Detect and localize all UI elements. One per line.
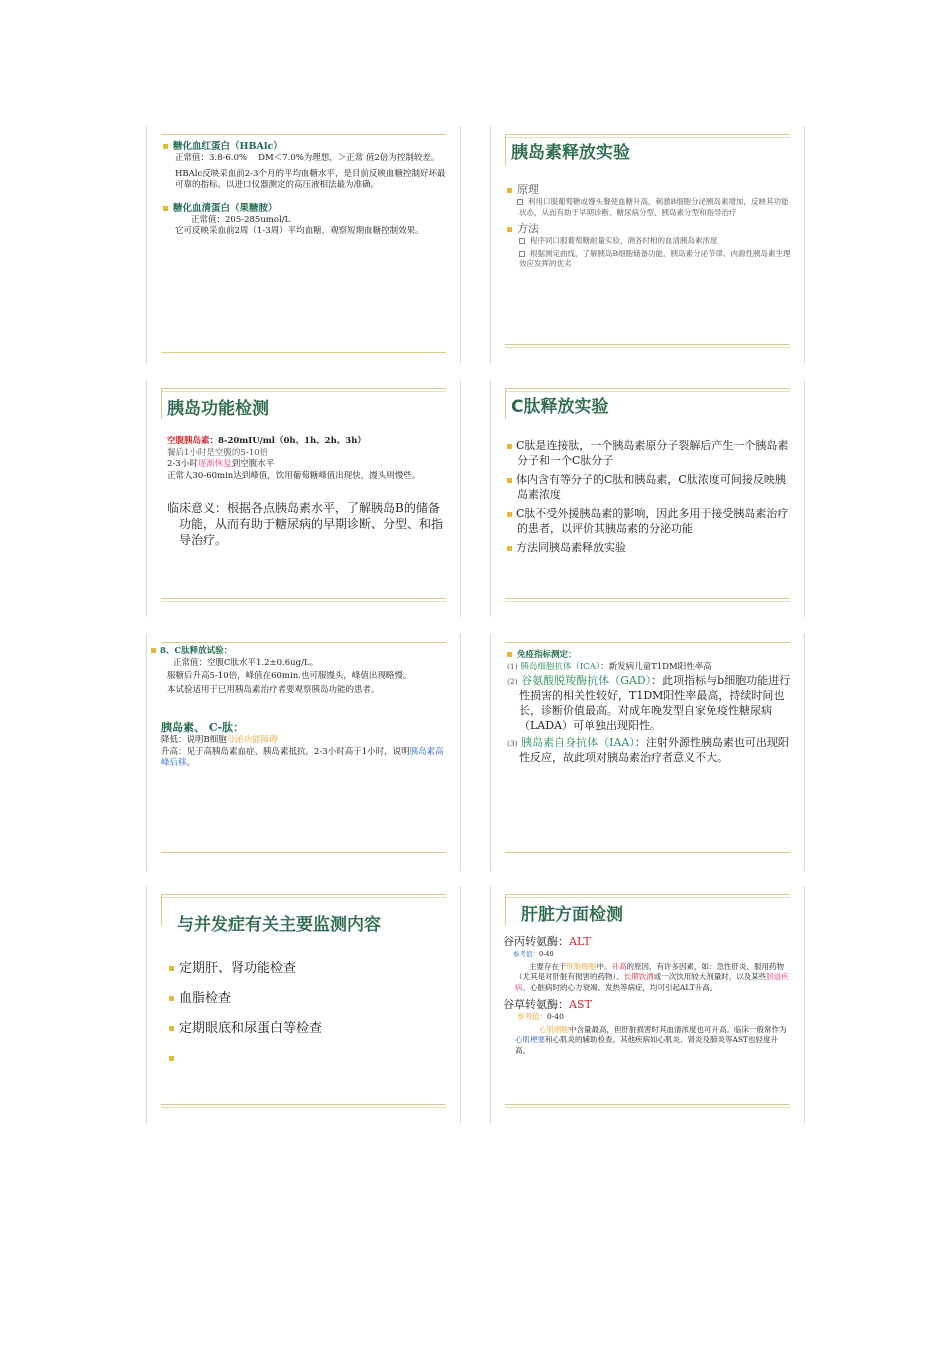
desc-highlight: 肝脏细胞	[566, 961, 597, 971]
bullet-item	[169, 990, 448, 1008]
slide-content	[503, 934, 792, 1056]
text-increase	[151, 747, 448, 770]
sub-bullet-icon	[519, 238, 525, 244]
slide-border-top	[161, 134, 446, 135]
recovery-text: 到空腹水平	[231, 459, 275, 469]
slide-border-top	[505, 134, 790, 135]
text-alt-desc	[503, 962, 792, 994]
iaa-text: ：注射外源性胰岛素也可出现阳性反应，故此项对胰岛素治疗者意义不大。	[519, 736, 789, 764]
slide-border-top-inner	[161, 897, 446, 898]
bullet-icon	[507, 188, 512, 193]
text-postmeal: 餐后1小时是空腹的5-10倍	[167, 447, 269, 458]
bullet-text: 方法同胰岛素释放实验	[516, 541, 626, 554]
gad-text: ：此项指标与b细胞功能进行性损害的相关性较好，T1DM阳性率最高，持续时间也长，诊断价值最高。对成年晚发型自家免疫性糖尿病（LADA）可单独出现阳性。	[519, 674, 791, 732]
increase-highlight: 胰岛素高峰后移	[161, 746, 444, 768]
bullet-empty	[169, 1050, 448, 1068]
bullet-item	[169, 960, 448, 978]
bullet-icon	[169, 966, 174, 971]
slide-border-bottom-inner	[505, 1107, 790, 1108]
bullet-text: 血脂检查	[179, 991, 232, 1006]
bullet-item	[507, 438, 792, 468]
decrease-highlight: 分泌功能障碍	[226, 735, 278, 745]
slide-border-bottom	[505, 598, 790, 599]
reference-value: 0-40	[547, 1012, 564, 1021]
desc-highlight: 胆道疾病	[515, 972, 789, 992]
sub-bullet-text: 程序同口服葡萄糖耐量实验，测各时相的血清胰岛素浓度	[530, 236, 718, 245]
slide-c-peptide-release	[490, 380, 805, 617]
slide-border-bottom	[161, 598, 446, 599]
desc-text: 的原因，有许多因素，如：急性肝炎、服用药物（尤其是对肝脏有损害的药物）、	[515, 961, 784, 981]
slide-title-bar	[505, 135, 506, 165]
slide-complications	[146, 886, 461, 1123]
slide-border-bottom	[505, 1104, 790, 1105]
item-number: (2)	[507, 677, 518, 686]
desc-text: 、心脏病时的心力衰竭、发热等病症，均可引起ALT升高。	[522, 982, 718, 992]
item-gad	[507, 673, 792, 733]
slide-title-bar	[161, 389, 162, 419]
increase-text: 升高：见于高胰岛素血症、胰岛素抵抗，2-3小时高于1小时，说明	[161, 746, 410, 757]
text-ast-reference	[503, 1012, 792, 1023]
gad-label: 谷氨酸脱羧酶抗体（GAD）	[521, 674, 652, 687]
slide-border-top-inner	[505, 897, 790, 898]
bullet-icon	[507, 227, 512, 232]
fasting-insulin-label: 空腹胰岛素	[167, 436, 210, 446]
ast-abbr: AST	[569, 998, 592, 1011]
reference-value: 0-40	[539, 950, 554, 958]
slide-border-top	[161, 894, 446, 895]
heading-text: 糖化血红蛋白（HBAlc）	[173, 141, 283, 152]
bullet-text: C肽是连接肽，一个胰岛素原分子裂解后产生一个胰岛素分子和一个C肽分子	[516, 439, 789, 467]
slide-border-bottom-inner	[505, 347, 790, 348]
text-peak: 正常人30-60min达到峰值，饮用葡萄糖峰值出现快，馒头则慢些。	[167, 470, 421, 481]
slide-border-bottom	[161, 352, 446, 353]
text-fructosamine-desc: 它可反映采血前2周（1-3周）平均血糖，观察短期血糖控制效果。	[175, 226, 424, 236]
text-after-glucose: 服糖后升高5-10倍，峰值在60min.也可服馒头，峰值出现略慢。	[167, 671, 412, 681]
text-applicable: 本试验适用于已用胰岛素治疗者要观察胰岛功能的患者。	[167, 684, 380, 695]
slide-title-bar	[505, 895, 506, 925]
slide-hba1c	[146, 126, 461, 363]
bullet-icon	[169, 996, 174, 1001]
heading-fructosamine	[163, 202, 448, 215]
slide-title: C肽释放实验	[511, 397, 609, 417]
bullet-icon	[507, 652, 512, 657]
iaa-label: 胰岛素自身抗体（IAA）	[521, 736, 635, 749]
reference-label: 参考值：	[517, 1012, 547, 1021]
slide-content	[507, 438, 792, 555]
slide-border-top	[505, 894, 790, 895]
bullet-item	[507, 506, 792, 536]
sub-bullet	[507, 249, 792, 270]
item-ica	[507, 662, 792, 674]
slide-content	[163, 140, 448, 238]
bullet-text: 体内含有等分子的C肽和胰岛素，C肽浓度可间接反映胰岛素浓度	[516, 473, 786, 501]
slide-border-top-inner	[161, 391, 446, 392]
decrease-text: 降低：说明B细胞	[161, 735, 227, 745]
desc-highlight: 心肌细胞	[539, 1024, 569, 1034]
slide-border-top	[505, 642, 790, 643]
heading-alt	[503, 934, 792, 949]
heading-text: 免疫指标测定：	[517, 650, 577, 660]
slide-border-bottom	[161, 852, 446, 853]
desc-text: 或一次饮用较大剂量时，以及某些	[653, 972, 767, 981]
slide-border-top	[161, 388, 446, 389]
bullet-icon	[163, 144, 168, 149]
heading-c-peptide-test	[151, 646, 448, 658]
bullet-text: 定期眼底和尿蛋白等检查	[179, 1021, 323, 1036]
text-normal-value: 正常值：空腹C肽水平1.2±0.6ug/L。	[173, 657, 319, 668]
text-ast-desc	[503, 1025, 792, 1057]
bullet-item	[169, 1020, 448, 1038]
desc-text: 主要存在于	[529, 961, 567, 971]
bullet-icon	[163, 206, 168, 211]
heading-insulin-c-peptide: 胰岛素、 C-肽：	[161, 721, 245, 734]
bullet-item	[507, 540, 792, 555]
slide-c-peptide-test	[146, 634, 461, 871]
increase-end: 。	[186, 758, 196, 768]
text-clinical-significance: 临床意义：根据各点胰岛素水平，了解胰岛B的储备功能，从而有助于糖尿病的早期诊断、分型、和指导治疗。	[167, 501, 444, 547]
bullet-icon	[507, 512, 512, 517]
slide-border-top	[161, 642, 446, 643]
heading-immune	[507, 650, 792, 662]
ica-text: ：新发病儿童T1DM阳性率高	[600, 661, 712, 672]
bullet-text: 定期肝、肾功能检查	[179, 961, 297, 976]
alt-label: 谷丙转氨酶：	[503, 935, 569, 948]
text-fructosamine-value: 正常值：205-285umol/L	[191, 214, 291, 225]
text-fasting-insulin	[167, 436, 448, 448]
recovery-highlight: 逐渐恢复	[197, 459, 232, 469]
text-hba1c-desc: HBAlc反映采血前2-3个月的平均血糖水平，是目前反映血糖控制好坏最可靠的指标。以进口仪器测定的高压液相法最为准确。	[175, 168, 446, 190]
slide-liver-tests	[490, 886, 805, 1123]
slide-title: 与并发症有关主要监测内容	[177, 915, 381, 935]
slide-islet-function	[146, 380, 461, 617]
desc-highlight: 长期饮酒	[623, 972, 654, 981]
slide-content	[169, 960, 448, 1068]
bullet-text: 方法	[517, 222, 539, 235]
slide-title: 胰岛素释放实验	[511, 143, 630, 163]
sub-bullet-text: 利用口服葡萄糖或馒头餐使血糖升高，刺激B细胞分泌胰岛素增加，反映其功能状态，从而有助于早期诊断、糖尿病分型、胰岛素分型和指导治疗	[519, 197, 789, 217]
heading-text: 8、C肽释放试验：	[160, 646, 233, 656]
heading-hba1c	[163, 140, 448, 153]
bullet-icon	[169, 1026, 174, 1031]
slide-content	[151, 646, 448, 770]
slide-border-bottom-inner	[161, 601, 446, 602]
ast-label: 谷草转氨酶：	[503, 998, 569, 1011]
slide-insulin-release	[490, 126, 805, 363]
sub-bullet-text: 根据测定曲线，了解胰岛B细胞储备功能、胰岛素分泌节律、内源性胰岛素生理效应发挥的优劣	[519, 248, 791, 268]
bullet-text: C肽不受外援胰岛素的影响，因此多用于接受胰岛素治疗的患者，以评价其胰岛素的分泌功能	[516, 507, 789, 535]
slide-title: 胰岛功能检测	[167, 399, 269, 419]
bullet-principle	[507, 182, 792, 197]
slide-border-bottom	[505, 852, 790, 853]
sub-bullet	[507, 197, 792, 218]
slide-immune-markers	[490, 634, 805, 871]
bullet-method	[507, 221, 792, 236]
ica-label: 胰岛细胞抗体（ICA）	[520, 661, 601, 672]
text-recovery	[167, 459, 448, 471]
sub-bullet-icon	[519, 251, 525, 257]
desc-text: 中。	[596, 961, 612, 971]
bullet-item	[507, 472, 792, 502]
slide-border-bottom	[161, 1104, 446, 1105]
slide-border-bottom-inner	[505, 601, 790, 602]
text-normal-value: 正常值：3.8-6.0% DM＜7.0%为理想，＞正常 值2倍为控制较差。	[175, 153, 440, 163]
text-alt-reference	[503, 949, 792, 960]
desc-highlight: 升高	[611, 961, 627, 971]
bullet-icon	[151, 648, 156, 653]
slide-content	[167, 436, 448, 548]
sub-bullet	[507, 236, 792, 247]
slide-title-bar	[161, 895, 162, 925]
text-decrease	[151, 735, 448, 747]
item-number: (3)	[507, 739, 518, 748]
slide-border-bottom	[505, 344, 790, 345]
bullet-icon	[507, 546, 512, 551]
desc-highlight: 心肌梗塞	[515, 1035, 545, 1044]
desc-text: 中含量最高，但肝脏损害时其血清浓度也可升高。临床一般常作为	[569, 1024, 787, 1034]
slide-border-top	[505, 388, 790, 389]
slide-content	[507, 182, 792, 270]
slide-border-bottom-inner	[161, 1107, 446, 1108]
slide-title: 肝脏方面检测	[521, 905, 623, 925]
recovery-time: 2-3小时	[167, 459, 198, 469]
desc-text: 和心肌炎的辅助检查。其他疾病如心肌炎、肾炎及肺炎等AST也轻度升高。	[515, 1035, 779, 1055]
reference-label: 参考值：	[513, 950, 539, 958]
sub-bullet-icon	[517, 199, 523, 205]
slide-title-bar	[505, 389, 506, 419]
heading-text: 糖化血清蛋白（果糖胺）	[173, 202, 278, 214]
alt-abbr: ALT	[569, 935, 591, 948]
fasting-insulin-value: ：8-20mIU/ml（0h、1h、2h、3h）	[209, 436, 366, 446]
bullet-icon	[507, 444, 512, 449]
item-iaa	[507, 735, 792, 765]
bullet-icon	[507, 478, 512, 483]
heading-ast	[503, 997, 792, 1012]
item-number: (1)	[507, 661, 518, 671]
slide-content	[507, 650, 792, 765]
bullet-text: 原理	[517, 183, 539, 196]
bullet-icon	[169, 1056, 174, 1061]
